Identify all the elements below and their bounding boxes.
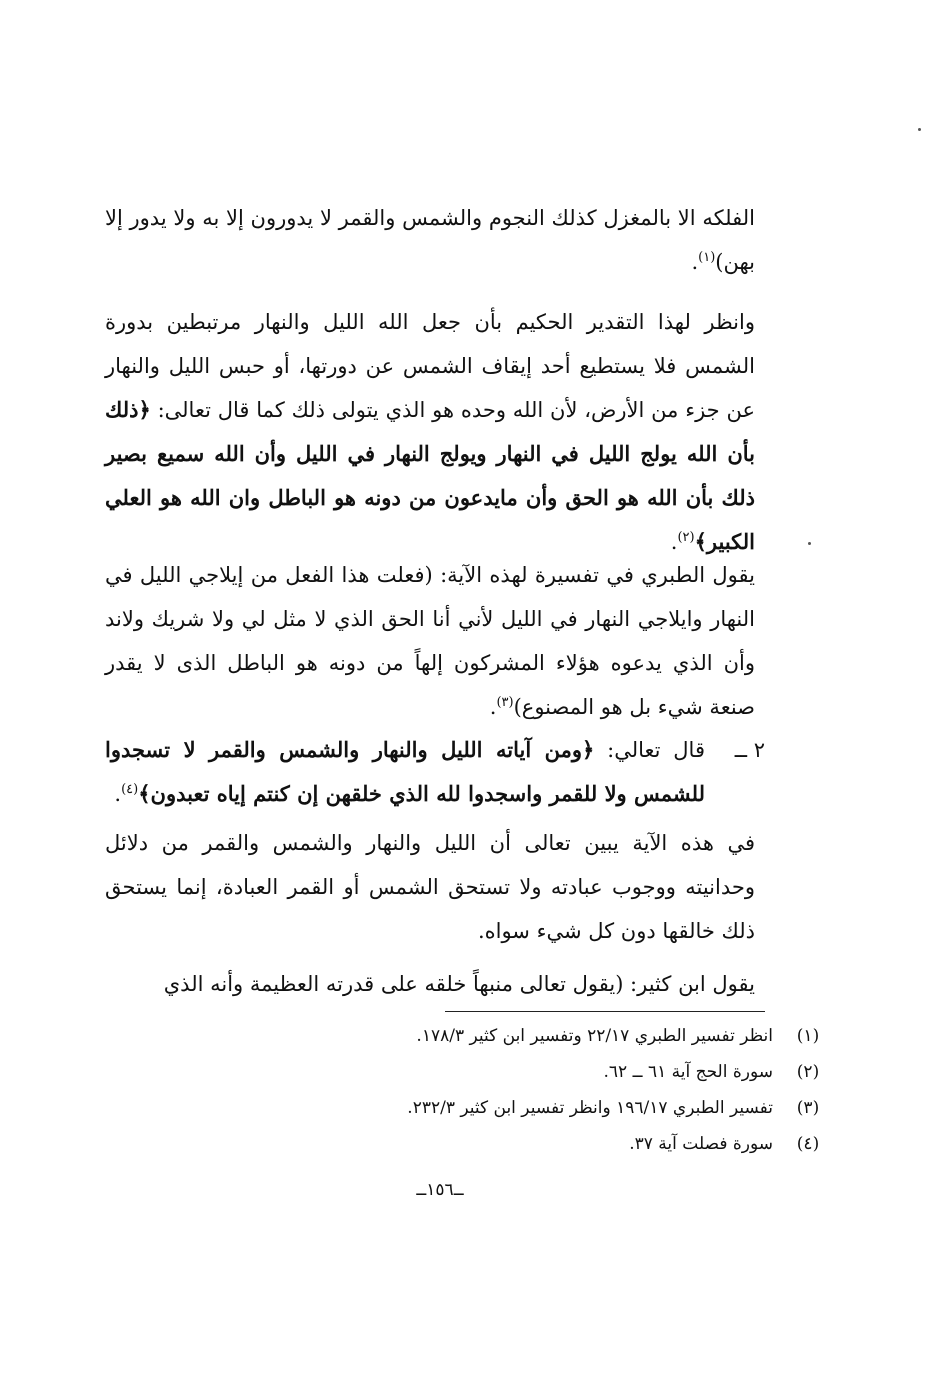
paragraph-3 [105, 553, 755, 729]
footnote-divider [445, 1011, 765, 1012]
paragraph-2 [105, 300, 755, 564]
paragraph-1 [105, 196, 755, 284]
footnote [213, 1054, 820, 1090]
item-number: ٢ ــ [734, 738, 765, 762]
item-2-text [105, 728, 705, 816]
paragraph-4-text: في هذه الآية يبين تعالى أن الليل والنهار والشمس والقمر من دلائل وحدانيته ووجوب عبادته ولا تستحق الشمس أو القمر العبادة، إنما يستحق ذلك خالقها دون كل شيء سواه. [105, 831, 755, 943]
paragraph-2-end: . [670, 530, 678, 554]
paragraph-1-text: الفلكه الا بالمغزل كذلك النجوم والشمس والقمر لا يدورون إلا به ولا يدور إلا بهن) [105, 206, 755, 274]
footnote-number: (٢) [796, 1062, 820, 1082]
paragraph-1-end: . [691, 250, 699, 274]
page-number: ــ١٥٦ــ [416, 1180, 464, 1200]
footnote-ref-3: (٣) [496, 695, 514, 710]
item-2-end: . [114, 782, 122, 806]
footnote [213, 1090, 820, 1126]
paragraph-2-intro: وانظر لهذا التقدير الحكيم بأن جعل الله الليل والنهار مرتبطين بدورة الشمس فلا يستطيع أحد إيقاف الشمس عن دورتها، أو حبس الليل والنهار عن جزء من الأرض، لأن الله وحده هو الذي يتولى ذلك كما قال تعالى: [105, 310, 755, 422]
paragraph-3-text: يقول الطبري في تفسيرة لهذه الآية: (فعلت هذا الفعل من إيلاجي الليل في النهار وايلاجي النهار في الليل لأني أنا الحق الذي لا مثل لي ولا شريك ولاند وأن الذي يدعوه هؤلاء المشركون إلهاً من دونه هو الباطل الذى لا يقدر صنعة شيء بل هو المصنوع) [105, 563, 755, 719]
paragraph-5 [105, 962, 755, 1006]
footnote [213, 1018, 820, 1054]
paragraph-5-text: يقول ابن كثير: (يقول تعالى منبهاً خلقه على قدرته العظيمة وأنه الذي [163, 972, 755, 996]
footnote-ref-1: (١) [698, 250, 716, 265]
quran-verse-2: ﴿ومن آياته الليل والنهار والشمس والقمر لا تسجدوا للشمس ولا للقمر واسجدوا لله الذي خلقهن إن كنتم إياه تعبدون﴾ [105, 737, 705, 806]
paragraph-4 [105, 821, 755, 953]
quran-verse-1: ﴿ذلك بأن الله يولج الليل في النهار ويولج النهار في الليل وأن الله سميع بصير ذلك بأن الله هو الحق وأن مايدعون من دونه هو الباطل وان الله هو العلي الكبير﴾ [105, 397, 755, 554]
footnote-number: (٣) [796, 1098, 820, 1118]
footnote-ref-2: (٢) [677, 530, 695, 545]
footnote [213, 1126, 820, 1162]
item-2-intro: قال تعالي: [594, 738, 705, 762]
paragraph-3-end: . [489, 695, 497, 719]
footnotes [213, 1018, 820, 1162]
footnote-text: سورة فصلت آية ٣٧. [629, 1134, 773, 1154]
footnote-text: تفسير الطبري ١٩٦/١٧ وانظر تفسير ابن كثير ٢٣٢/٣. [407, 1098, 773, 1118]
footnote-number: (٤) [796, 1134, 820, 1154]
scan-speck [808, 542, 811, 545]
footnote-text: انظر تفسير الطبري ٢٢/١٧ وتفسير ابن كثير ١٧٨/٣. [416, 1026, 773, 1046]
scan-speck [918, 128, 921, 131]
footnote-number: (١) [796, 1026, 820, 1046]
footnote-text: سورة الحج آية ٦١ ــ ٦٢. [603, 1062, 773, 1082]
footnote-ref-4: (٤) [121, 782, 139, 797]
